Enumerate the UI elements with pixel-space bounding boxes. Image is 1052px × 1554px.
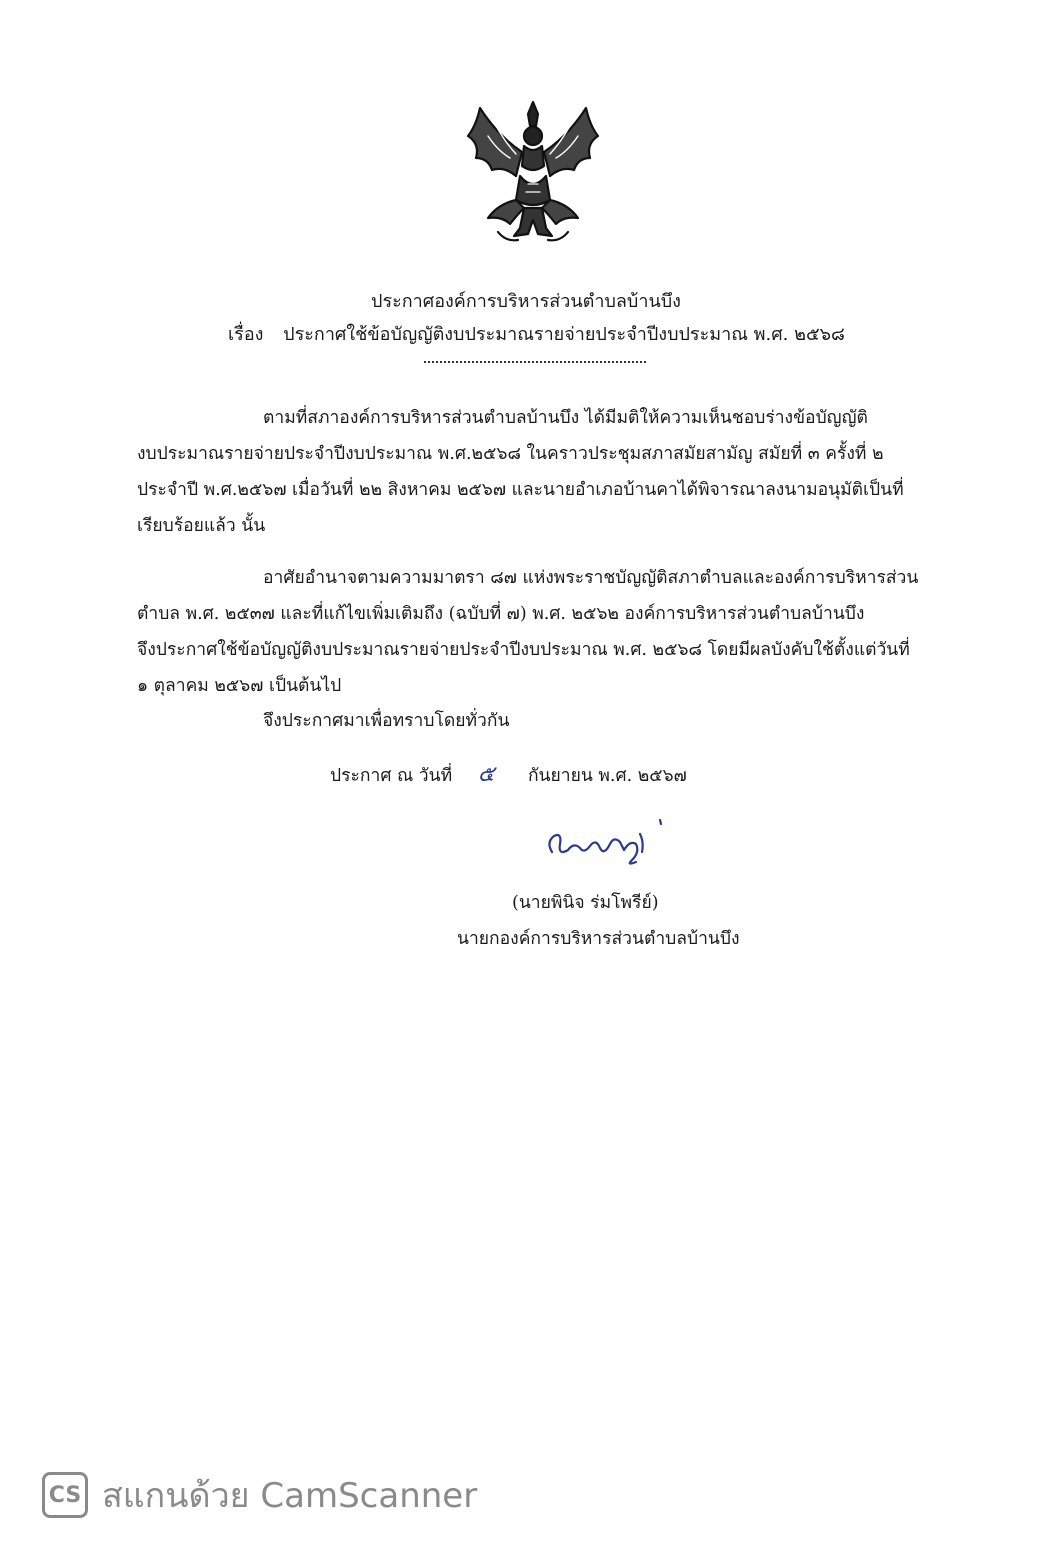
paragraph-2-line: ๑ ตุลาคม ๒๕๖๗ เป็นต้นไป: [137, 676, 342, 696]
date-suffix: กันยายน พ.ศ. ๒๕๖๗: [527, 766, 687, 786]
dotted-divider: [424, 361, 646, 363]
camscanner-logo-icon: CS: [42, 1472, 88, 1518]
signer-title: นายกองค์การบริหารส่วนตำบลบ้านบึง: [457, 929, 740, 949]
garuda-emblem-icon: [458, 96, 608, 248]
subject-label: เรื่อง: [228, 324, 264, 345]
paragraph-2: [137, 560, 931, 704]
paragraph-2-line: ตำบล พ.ศ. ๒๕๓๗ และที่แก้ไขเพิ่มเติมถึง (ฉบับที่ ๗) พ.ศ. ๒๕๖๒ องค์การบริหารส่วนตำบลบ้านบึง: [137, 604, 865, 624]
subject-line: [228, 319, 845, 348]
paragraph-1: [137, 400, 931, 544]
watermark-text: สแกนด้วย CamScanner: [102, 1476, 478, 1516]
paragraph-2-line: จึงประกาศใช้ข้อบัญญัติงบประมาณรายจ่ายประจำปีงบประมาณ พ.ศ. ๒๕๖๘ โดยมีผลบังคับใช้ตั้งแต่วันที่: [137, 640, 910, 660]
paragraph-2-line: อาศัยอำนาจตามความมาตรา ๘๗ แห่งพระราชบัญญัติสภาตำบลและองค์การบริหารส่วน: [263, 568, 919, 588]
handwritten-day: ๕: [477, 762, 495, 787]
org-heading: ประกาศองค์การบริหารส่วนตำบลบ้านบึง: [371, 291, 681, 312]
subject-text: ประกาศใช้ข้อบัญญัติงบประมาณรายจ่ายประจำปีงบประมาณ พ.ศ. ๒๕๖๘: [283, 324, 845, 345]
paragraph-1-line: เรียบร้อยแล้ว นั้น: [137, 516, 266, 536]
camscanner-watermark: [42, 1468, 477, 1522]
date-prefix: ประกาศ ณ วันที่: [330, 766, 453, 786]
paragraph-1-line: ตามที่สภาองค์การบริหารส่วนตำบลบ้านบึง ได้มีมติให้ความเห็นชอบร่างข้อบัญญัติ: [263, 408, 868, 428]
closing-line: จึงประกาศมาเพื่อทราบโดยทั่วกัน: [263, 711, 510, 731]
handwritten-signature-icon: [540, 812, 670, 872]
announcement-date: [330, 756, 687, 791]
paragraph-1-line: ประจำปี พ.ศ.๒๕๖๗ เมื่อวันที่ ๒๒ สิงหาคม ๒๕๖๗ และนายอำเภอบ้านคาได้พิจารณาลงนามอนุมัติเป็นที่: [137, 480, 904, 500]
paragraph-1-line: งบประมาณรายจ่ายประจำปีงบประมาณ พ.ศ.๒๕๖๘ ในคราวประชุมสภาสมัยสามัญ สมัยที่ ๓ ครั้งที่ ๒: [137, 444, 884, 464]
signer-name: (นายพินิจ ร่มโพรีย์): [512, 893, 659, 913]
